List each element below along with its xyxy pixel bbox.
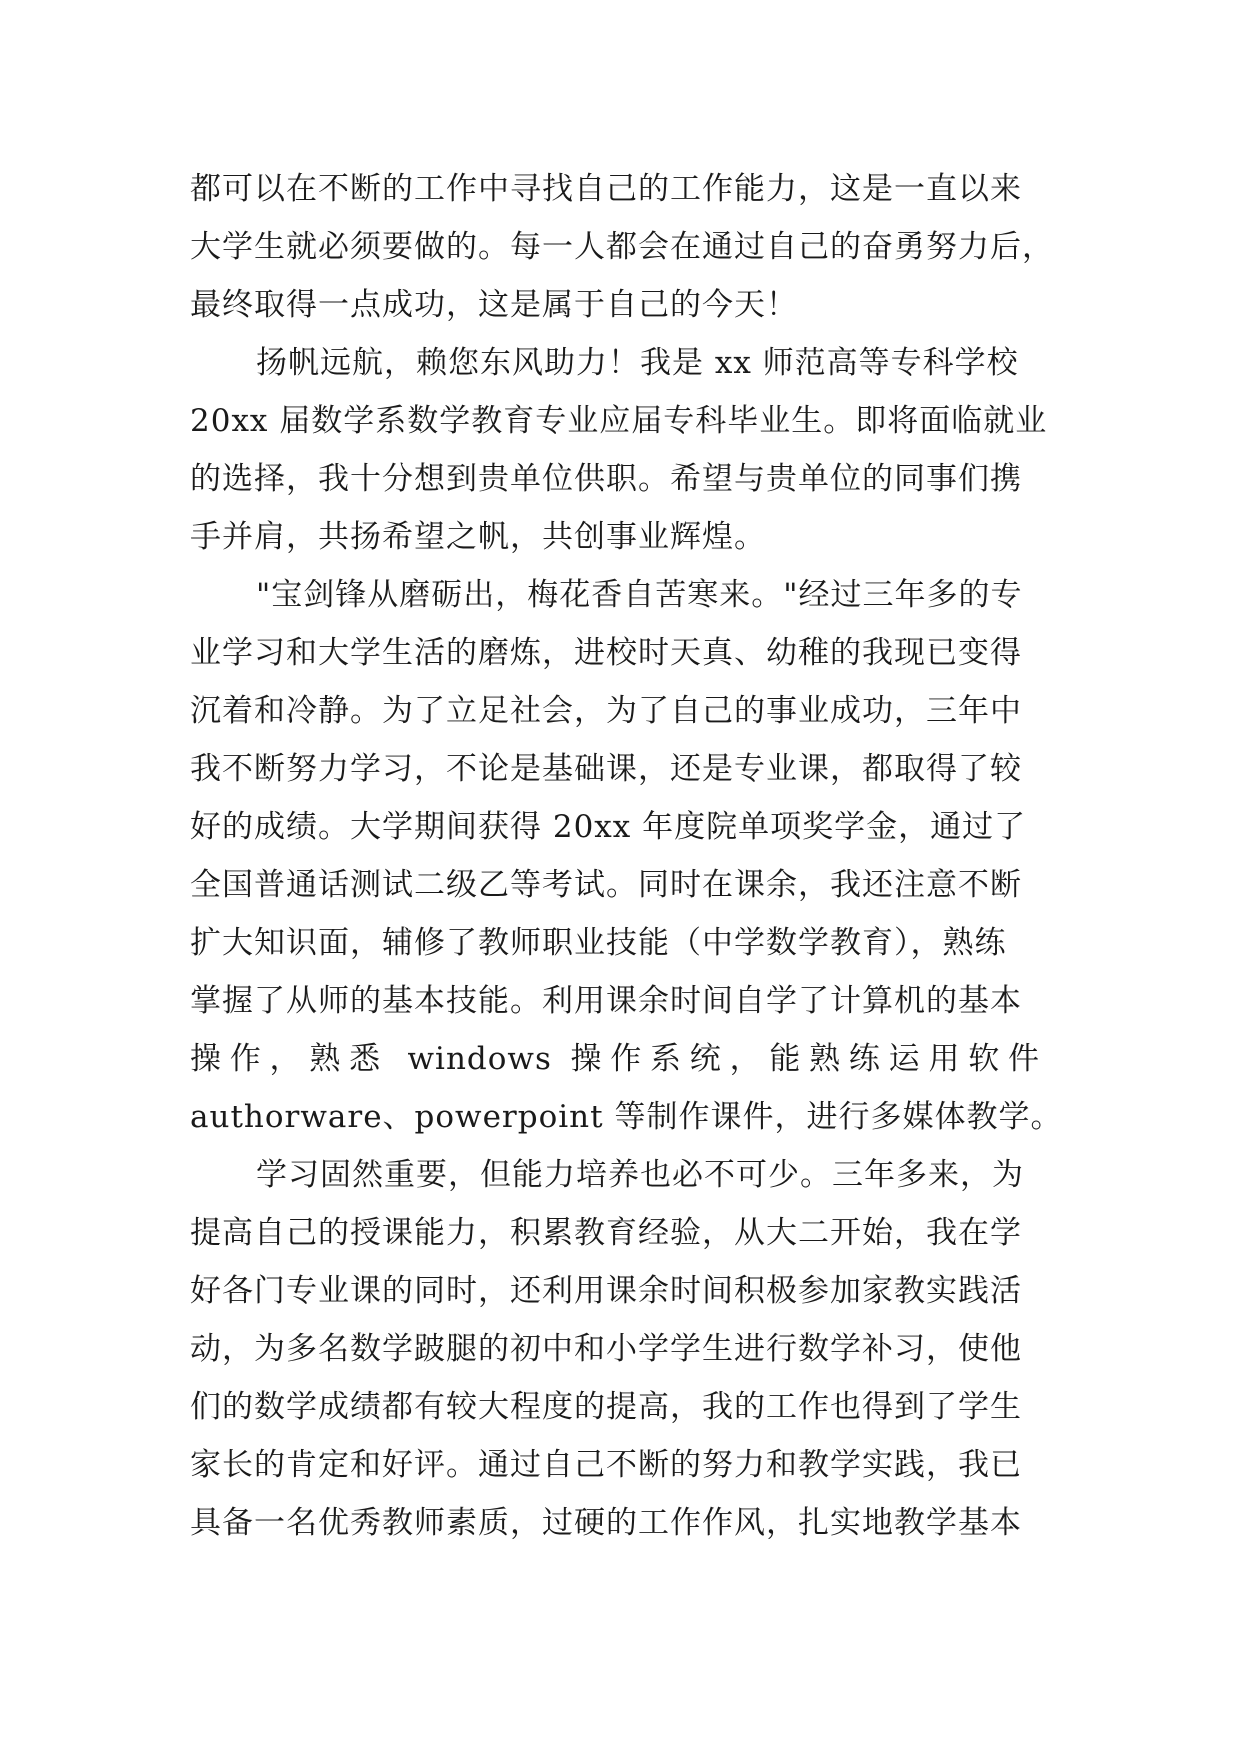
body-text [190, 160, 1090, 1552]
text-line: 手并肩，共扬希望之帆，共创事业辉煌。 [190, 519, 766, 555]
text-line: 沉着和冷静。为了立足社会，为了自己的事业成功，三年中 [190, 693, 1022, 729]
justified-text-line: 操作，熟悉 windows 操作系统，能熟练运用软件 [190, 1041, 1040, 1077]
text-line: 我不断努力学习，不论是基础课，还是专业课，都取得了较 [190, 751, 1022, 787]
text-line: 好各门专业课的同时，还利用课余时间积极参加家教实践活 [190, 1273, 1022, 1309]
paragraph-start-line: 扬帆远航，赖您东风助力！我是 xx 师范高等专科学校 [256, 345, 1019, 381]
text-line: 扩大知识面，辅修了教师职业技能（中学数学教育），熟练 [190, 925, 1007, 961]
text-line: 全国普通话测试二级乙等考试。同时在课余，我还注意不断 [190, 867, 1022, 903]
paragraph-start-line: 学习固然重要，但能力培养也必不可少。三年多来，为 [256, 1157, 1024, 1193]
text-line: 的选择，我十分想到贵单位供职。希望与贵单位的同事们携 [190, 461, 1022, 497]
paragraph-start-line: "宝剑锋从磨砺出，梅花香自苦寒来。"经过三年多的专 [256, 577, 1023, 613]
text-line: 业学习和大学生活的磨炼，进校时天真、幼稚的我现已变得 [190, 635, 1022, 671]
text-line: 20xx 届数学系数学教育专业应届专科毕业生。即将面临就业 [190, 403, 1048, 439]
text-line: 好的成绩。大学期间获得 20xx 年度院单项奖学金，通过了 [190, 809, 1027, 845]
text-line: authorware、powerpoint 等制作课件，进行多媒体教学。 [190, 1099, 1063, 1135]
text-line: 都可以在不断的工作中寻找自己的工作能力，这是一直以来 [190, 171, 1022, 207]
text-line: 家长的肯定和好评。通过自己不断的努力和教学实践，我已 [190, 1447, 1022, 1483]
text-line: 最终取得一点成功，这是属于自己的今天！ [190, 287, 798, 323]
text-line: 具备一名优秀教师素质，过硬的工作作风，扎实地教学基本 [190, 1505, 1022, 1541]
text-line: 掌握了从师的基本技能。利用课余时间自学了计算机的基本 [190, 983, 1022, 1019]
text-line: 大学生就必须要做的。每一人都会在通过自己的奋勇努力后， [190, 229, 1054, 265]
text-line: 动，为多名数学跛腿的初中和小学学生进行数学补习，使他 [190, 1331, 1022, 1367]
text-line: 提高自己的授课能力，积累教育经验，从大二开始，我在学 [190, 1215, 1022, 1251]
text-line: 们的数学成绩都有较大程度的提高，我的工作也得到了学生 [190, 1389, 1022, 1425]
